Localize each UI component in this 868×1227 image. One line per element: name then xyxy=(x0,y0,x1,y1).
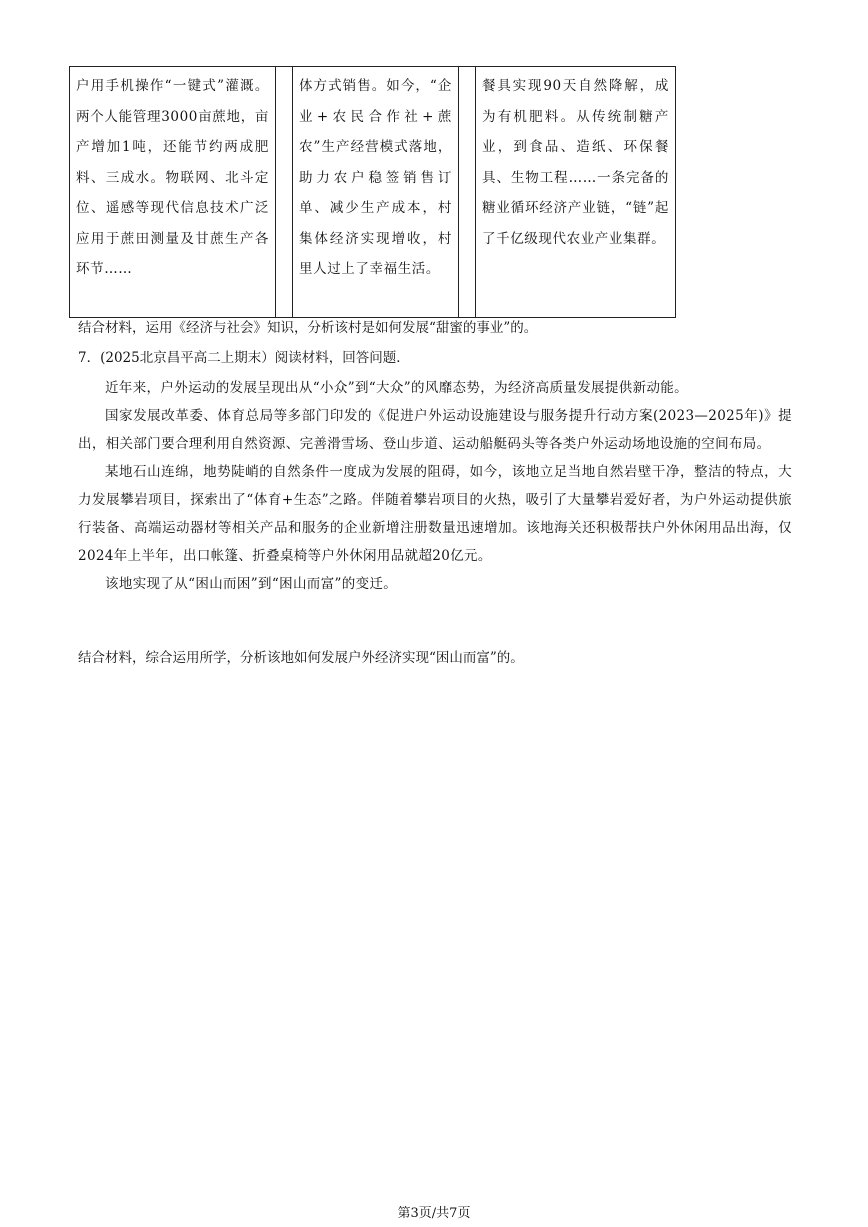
q7-header: 7．(2025北京昌平高二上期末）阅读材料，回答问题． xyxy=(78,350,410,366)
table-divider-cell xyxy=(459,67,476,317)
q7-material xyxy=(78,374,792,598)
q6-prompt: 结合材料，运用《经济与社会》知识，分析该村是如何发展“甜蜜的事业”的。 xyxy=(78,320,538,336)
table-cell-col2 xyxy=(293,67,459,317)
table-cell-text: 餐具实现90天自然降解，成为有机肥料。从传统制糖产业，到食品、造纸、环保餐具、生物工程……一条完备的糖业循环经济产业链，“链”起了千亿级现代农业产业集群。 xyxy=(482,78,669,247)
table-divider-cell xyxy=(276,67,293,317)
table-cell-text: 体方式销售。如今，“企业+农民合作社+蔗农”生产经营模式落地，助力农户稳签销售订单、减少生产成本，村集体经济实现增收，村里人过上了幸福生活。 xyxy=(299,78,452,277)
q7-prompt: 结合材料，综合运用所学，分析该地如何发展户外经济实现“困山而富”的。 xyxy=(78,650,524,666)
q7-paragraph-3: 某地石山连绵，地势陡峭的自然条件一度成为发展的阻碍，如今，该地立足当地自然岩壁干净，整洁的特点，大力发展攀岩项目，探索出了“体育+生态”之路。伴随着攀岩项目的火热，吸引了大量攀岩爱好者，为户外运动提供旅行装备、高端运动器材等相关产品和服务的企业新增注册数量迅速增加。该地海关还积极帮扶户外休闲用品出海，仅2024年上半年，出口帐篷、折叠桌椅等户外休闲用品就超20亿元。 xyxy=(78,464,792,564)
page-footer: 第3页/共7页 xyxy=(397,1206,471,1221)
material-table xyxy=(69,66,676,318)
table-cell-text: 户用手机操作“一键式”灌溉。两个人能管理3000亩蔗地，亩产增加1吨，还能节约两成肥料、三成水。物联网、北斗定位、遥感等现代信息技术广泛应用于蔗田测量及甘蔗生产各环节…… xyxy=(76,78,269,277)
q7-paragraph-4: 该地实现了从“困山而困”到“困山而富”的变迁。 xyxy=(105,576,398,592)
table-cell-col1 xyxy=(70,67,276,317)
q7-paragraph-1: 近年来，户外运动的发展呈现出从“小众”到“大众”的风靡态势，为经济高质量发展提供新动能。 xyxy=(105,380,689,396)
q7-paragraph-2: 国家发展改革委、体育总局等多部门印发的《促进户外运动设施建设与服务提升行动方案(2023—2025年)》提出，相关部门要合理利用自然资源、完善滑雪场、登山步道、运动船艇码头等各类户外运动场地设施的空间布局。 xyxy=(78,408,792,452)
table-cell-col3 xyxy=(476,67,675,317)
